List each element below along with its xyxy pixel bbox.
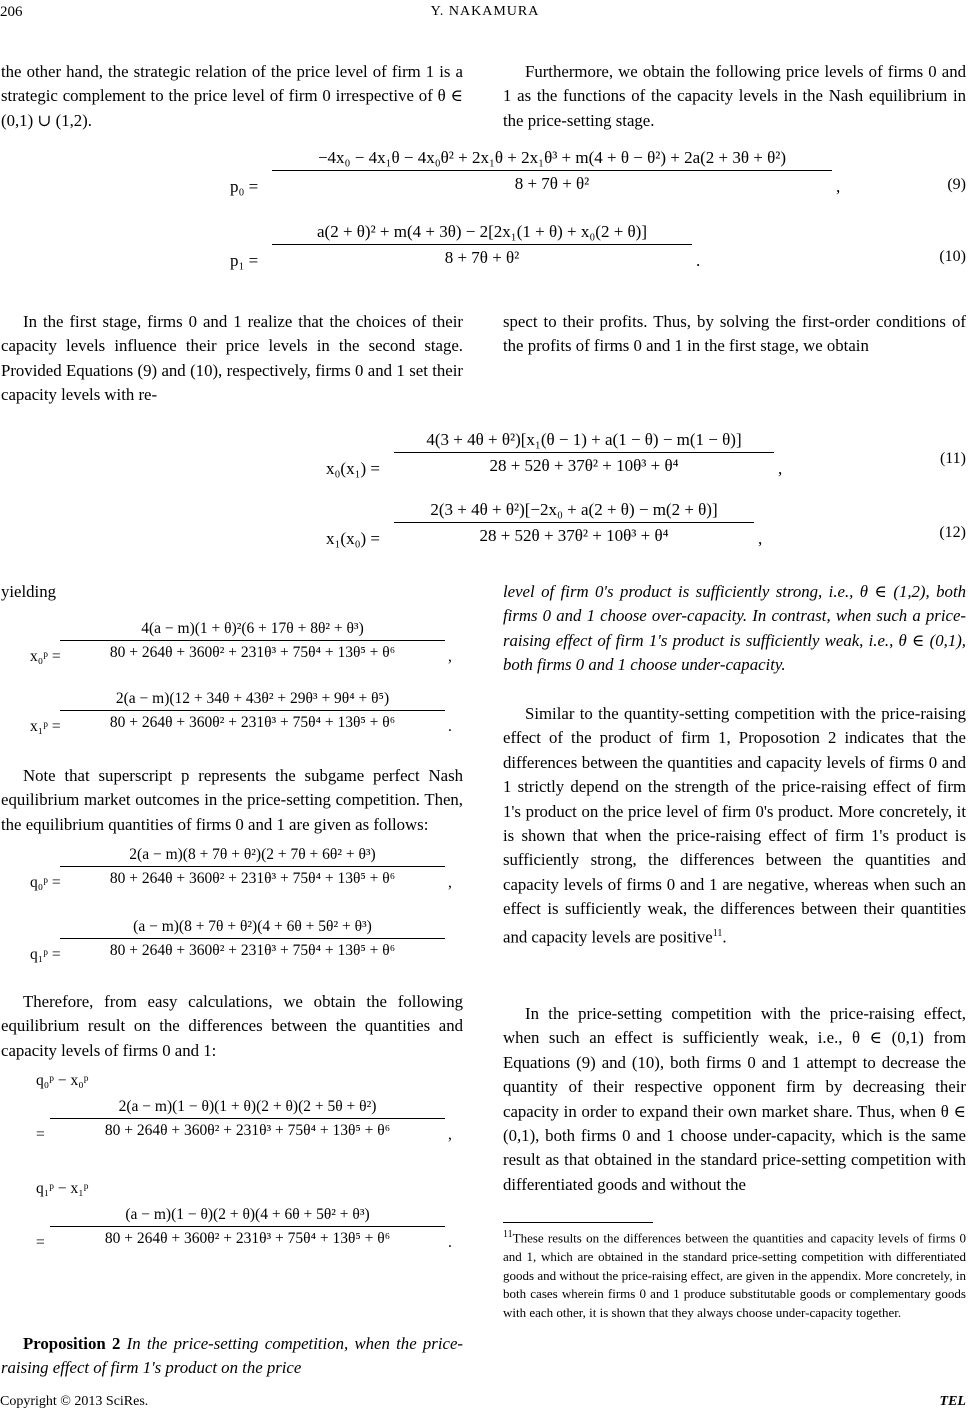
- equation-12: x₁(x₀) = $\frac{\text{2(3 + 4θ + θ²)[−2x₀ + a(2 + θ) − m(2 + θ)]}}{\text{28 + 52θ + 37θ² + 10θ³ + θ⁴}}$ ,: [326, 500, 763, 548]
- equation-10: p₁ = $\frac{\text{a(2 + θ)² + m(4 + 3θ) − 2[2x₁(1 + θ) + x₀(2 + θ)]}}{\text{8 + 7θ + θ²}}$ .: [230, 222, 701, 270]
- footnote-ref-11: 11: [712, 927, 723, 939]
- equation-10-number: (10): [939, 248, 966, 265]
- equation-diff-firm0: q₀ᵖ − x₀ᵖ = $\frac{\text{2(a − m)(1 − θ)(1 + θ)(2 + θ)(2 + 5θ + θ²)}}{\text{80 + 264θ + 360θ² + 231θ³ + 75θ⁴ + 13θ⁵ + θ⁶}}$ ,: [36, 1072, 452, 1143]
- footnote-mark: 11: [503, 1229, 513, 1240]
- left-paragraph-3: Note that superscript p represents the subgame perfect Nash equilibrium market outcomes in the price-setting competition. Then, the equilibrium quantities of firms 0 and 1 are given as follows:: [1, 766, 463, 834]
- left-paragraph-1: the other hand, the strategic relation of the price level of firm 1 is a strategic complement to the price level of firm 0 irrespective of θ ∈ (0,1) ∪ (1,2).: [1, 62, 463, 130]
- left-paragraph-2: In the first stage, firms 0 and 1 realize that the choices of their capacity levels influence their price levels in the second stage. Provided Equations (9) and (10), respectively, firms 0 and 1 set their capacity levels with re-: [1, 312, 463, 405]
- equation-11-number: (11): [939, 450, 966, 467]
- equation-11: x₀(x₁) = $\frac{\text{4(3 + 4θ + θ²)[x₁(θ − 1) + a(1 − θ) − m(1 − θ)]}}{\text{28 + 52θ + 37θ² + 10θ³ + θ⁴}}$ ,: [326, 430, 783, 478]
- yielding-text: yielding: [1, 582, 56, 601]
- running-head: Y. NAKAMURA: [430, 4, 540, 19]
- equation-x0p: x₀ᵖ = $\frac{\text{4(a − m)(1 + θ)²(6 + 17θ + 8θ² + θ³)}}{\text{80 + 264θ + 360θ² + 231θ³ + 75θ⁴ + 13θ⁵ + θ⁶}}$ ,: [30, 620, 452, 665]
- proposition-continuation: level of firm 0's product is sufficiently strong, i.e., θ ∈ (1,2), both firms 0 and 1 choose over-capacity. In contrast, when such a price-raising effect of firm 1's product is sufficiently weak, i.e., θ ∈ (0,1), both firms 0 and 1 choose under-capacity.: [503, 582, 966, 675]
- equation-q0p: q₀ᵖ = $\frac{\text{2(a − m)(8 + 7θ + θ²)(2 + 7θ + 6θ² + θ³)}}{\text{80 + 264θ + 360θ² + 231θ³ + 75θ⁴ + 13θ⁵ + θ⁶}}$ ,: [30, 846, 452, 891]
- right-paragraph-3: Similar to the quantity-setting competition with the price-raising effect of the product of firm 1, Proposotion 2 indicates that the differences between the quantities and capacity levels of firms 0 and 1 strictly depend on the strength of the price-raising effect of firm 1's product on the price level of firm 0's product. More concretely, it is shown that when the price-raising effect of firm 1's product is sufficiently strong, the differences between the quantities and capacity levels of firms 0 and 1 are negative, whereas when such an effect is sufficiently weak, the differences between their quantities and capacity levels are positive$^{11}$.: [503, 704, 966, 947]
- left-paragraph-4: Therefore, from easy calculations, we obtain the following equilibrium result on the differences between the quantities and capacity levels of firms 0 and 1:: [1, 992, 463, 1060]
- footnote-11: $^{11}$These results on the differences between the quantities and capacity levels of firms 0 and 1, which are obtained in the standard price-setting competition with differentiated goods and without the price-raising effect, are given in the appendix. More concretely, in both cases wherein firms 0 and 1 produce substitutable goods or complementary goods with each other, it is shown that they always choose under-capacity together.: [503, 1229, 966, 1320]
- proposition-label: Proposition 2: [23, 1334, 121, 1353]
- equation-9: p₀ = −4x₀ − 4x₁θ − 4x₀θ² + 2x₁θ + 2x₁θ³ + m(4 + θ − θ²) + 2a(2 + 3θ + θ²) 8 + 7θ + θ² ,: [230, 148, 841, 196]
- right-paragraph-2: spect to their profits. Thus, by solving the first-order conditions of the profits of firms 0 and 1 in the first stage, we obtain: [503, 312, 966, 356]
- equation-12-number: (12): [939, 524, 966, 541]
- proposition-2: [1, 1332, 463, 1381]
- journal-abbrev: TEL: [939, 1394, 966, 1409]
- page-number: 206: [0, 4, 23, 20]
- footnote-divider: [503, 1222, 653, 1223]
- equation-9-number: (9): [947, 176, 966, 193]
- copyright-footer: Copyright © 2013 SciRes.: [0, 1394, 149, 1409]
- right-paragraph-4: In the price-setting competition with the price-raising effect, when such an effect is sufficiently weak, i.e., θ ∈ (0,1) from Equations (9) and (10), both firms 0 and 1 attempt to decrease the quantity of their respective opponent firm by decreasing their capacity in order to expand their own market share. Thus, when θ ∈ (0,1), both firms 0 and 1 choose under-capacity, which is the same result as that obtained in the standard price-setting competition with differentiated goods and without the: [503, 1004, 966, 1194]
- right-paragraph-1: Furthermore, we obtain the following price levels of firms 0 and 1 as the functions of the capacity levels in the Nash equilibrium in the price-setting stage.: [503, 62, 966, 130]
- equation-q1p: q₁ᵖ = $\frac{\text{(a − m)(8 + 7θ + θ²)(4 + 6θ + 5θ² + θ³)}}{\text{80 + 264θ + 360θ² + 231θ³ + 75θ⁴ + 13θ⁵ + θ⁶}}$: [30, 918, 470, 978]
- equation-x1p: x₁ᵖ = $\frac{\text{2(a − m)(12 + 34θ + 43θ² + 29θ³ + 9θ⁴ + θ⁵)}}{\text{80 + 264θ + 360θ² + 231θ³ + 75θ⁴ + 13θ⁵ + θ⁶}}$ .: [30, 690, 452, 735]
- equation-diff-firm1: q₁ᵖ − x₁ᵖ = $\frac{\text{(a − m)(1 − θ)(2 + θ)(4 + 6θ + 5θ² + θ³)}}{\text{80 + 264θ + 360θ² + 231θ³ + 75θ⁴ + 13θ⁵ + θ⁶}}$ .: [36, 1180, 452, 1251]
- proposition-text: In the price-setting competition, when the price-raising effect of firm 1's product on the price: [1, 1334, 463, 1378]
